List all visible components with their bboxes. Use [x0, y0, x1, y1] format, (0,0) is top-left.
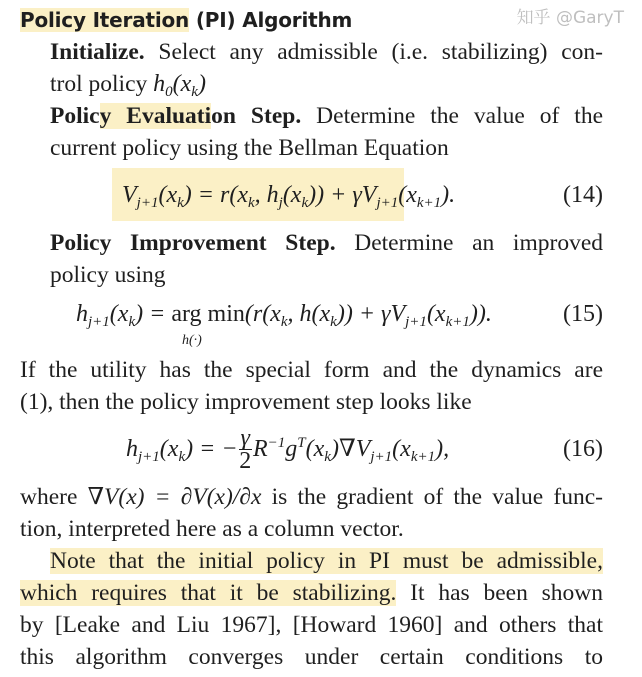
math-text: ): [197, 71, 206, 97]
improvement-line-2: policy using: [50, 262, 166, 288]
equation-15-argmin-subscript: h(·): [182, 333, 202, 348]
math-text: arg min: [171, 301, 245, 327]
math-subscript: j+1: [376, 195, 399, 211]
paragraph-3-line-4: this algorithm converges under certain conditions to: [20, 644, 603, 670]
math-text: V: [122, 182, 137, 208]
section-title: [20, 4, 352, 36]
math-text: ),: [435, 436, 450, 462]
equation-15-label: (15): [563, 301, 603, 327]
math-text: )) + γV: [308, 182, 377, 208]
improvement-text: Determine an improved: [335, 230, 603, 256]
equation-16-lhs: [126, 435, 238, 463]
math-subscript: 0: [165, 84, 173, 100]
math-subscript: j+1: [370, 449, 393, 465]
initialize-line-2: [50, 68, 206, 100]
paragraph-2-line-1: [20, 481, 603, 513]
math-text: ) = −: [185, 436, 238, 462]
math-text: ) =: [135, 301, 172, 327]
math-subscript: k: [330, 314, 337, 330]
para2-post: is the gradient of the value func-: [261, 484, 603, 510]
math-text: h: [126, 436, 138, 462]
math-text: h: [76, 301, 88, 327]
paragraph-1-line-1: If the utility has the special form and the dynamics are: [20, 357, 603, 383]
paragraph-3-line-3: by [Leake and Liu 1967], [Howard 1960] and others that: [20, 612, 603, 638]
fraction-denominator: 2: [239, 447, 252, 474]
h0-math: [153, 71, 206, 100]
math-text: , h(x: [287, 301, 331, 327]
math-subscript: k: [301, 195, 309, 211]
math-text: (r(x: [244, 301, 281, 327]
math-text: (x: [426, 301, 446, 327]
improvement-label: Policy Improvement Step.: [50, 230, 336, 256]
math-text: (x: [158, 182, 178, 208]
math-text: (x: [305, 436, 325, 462]
math-text: (x: [109, 301, 129, 327]
paragraph-1-line-2: (1), then the policy improvement step looks like: [20, 389, 472, 415]
math-text: h: [153, 71, 166, 97]
math-text: , h: [254, 182, 279, 208]
note-highlight-2: which requires that it be stabilizing.: [20, 580, 397, 606]
math-text: )∇V: [330, 436, 371, 462]
equation-16: [126, 426, 449, 472]
initialize-text-2: trol policy: [50, 71, 154, 97]
watermark: 知乎 @GaryT: [516, 8, 624, 28]
evaluation-line-2: current policy using the Bellman Equation: [50, 135, 449, 161]
math-text: R: [252, 436, 268, 462]
math-text: (x: [398, 182, 417, 208]
fraction-numerator: γ: [240, 424, 250, 451]
note-highlight-1: Note that the initial policy in PI must be admissible,: [50, 548, 603, 574]
math-subscript: j+1: [136, 195, 159, 211]
para2-pre: where: [20, 484, 88, 510]
equation-16-fraction: [239, 424, 252, 474]
math-subscript: k: [280, 314, 288, 330]
initialize-text: Select any admissible (i.e. stabilizing) con-: [144, 39, 603, 65]
math-text: )) + γV: [336, 301, 406, 327]
paragraph-2-line-2: tion, interpreted here as a column vector.: [20, 516, 404, 542]
math-subscript: k: [324, 449, 331, 465]
paragraph-3-line-2: [20, 577, 603, 609]
equation-14-label: (14): [563, 182, 603, 208]
math-subscript: j+1: [138, 449, 160, 465]
evaluation-label-b: on Step.: [211, 103, 302, 129]
math-superscript: −1: [267, 435, 286, 451]
title-rest: (PI) Algorithm: [189, 8, 353, 32]
math-subscript: k+1: [416, 195, 442, 211]
equation-15: [76, 300, 492, 328]
initialize-line-1: [50, 36, 603, 68]
math-subscript: k+1: [445, 314, 470, 330]
math-text: ) = r(x: [183, 182, 248, 208]
math-subscript: k+1: [410, 449, 436, 465]
math-text: ).: [441, 182, 456, 208]
math-text: g: [285, 436, 298, 462]
math-text: (x: [172, 71, 192, 97]
equation-16-rhs: [253, 435, 449, 463]
math-text: (x: [159, 436, 179, 462]
math-subscript: k: [128, 314, 136, 330]
math-subscript: k: [191, 84, 198, 100]
evaluation-line-1: [50, 100, 603, 132]
math-subscript: k: [247, 195, 255, 211]
math-text: (x: [282, 182, 302, 208]
evaluation-label-a: Polic: [50, 103, 100, 129]
improvement-line-1: [50, 227, 603, 259]
math-subscript: k: [178, 449, 186, 465]
evaluation-label-highlight: y Evaluati: [99, 103, 212, 129]
math-subscript: j+1: [88, 314, 110, 330]
para3-rest: It has been shown: [396, 580, 603, 606]
evaluation-text: Determine the value of the: [301, 103, 603, 129]
equation-16-label: (16): [563, 436, 603, 462]
title-highlight: Policy Iteration: [20, 8, 190, 32]
paragraph-3-line-1: [50, 545, 603, 577]
initialize-label: Initialize.: [50, 39, 145, 65]
gradient-math: ∇V(x) = ∂V(x)/∂x: [87, 484, 262, 510]
math-text: )).: [469, 301, 492, 327]
math-subscript: k: [177, 195, 184, 211]
equation-14: [122, 181, 455, 209]
math-subscript: j+1: [405, 314, 427, 330]
math-subscript: j: [278, 195, 283, 211]
math-superscript: T: [297, 435, 306, 451]
math-text: (x: [392, 436, 411, 462]
